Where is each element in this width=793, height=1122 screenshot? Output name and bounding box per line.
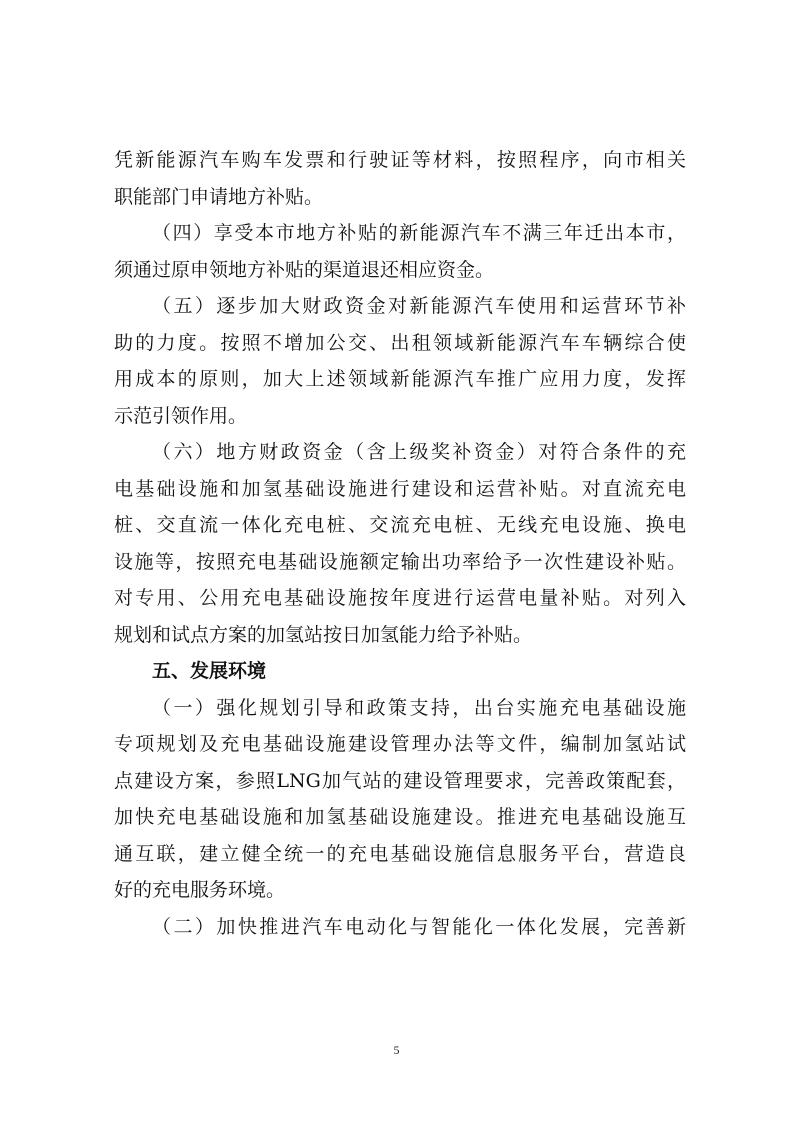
text-line: 设施等，按照充电基础设施额定输出功率给予一次性建设补贴。 <box>114 550 686 573</box>
text-line: 电基础设施和加氢基础设施进行建设和运营补贴。对直流充电 <box>114 477 686 500</box>
text-line: 桩、交直流一体化充电桩、交流充电桩、无线充电设施、换电 <box>114 514 686 536</box>
text-line: 加快充电基础设施和加氢基础设施建设。推进充电基础设施互 <box>114 806 686 828</box>
text-line: 点建设方案，参照LNG加气站的建设管理要求，完善政策配套， <box>114 769 686 792</box>
text-line: 专项规划及充电基础设施建设管理办法等文件，编制加氢站试 <box>114 733 686 755</box>
text-line: 职能部门申请地方补贴。 <box>114 185 324 208</box>
body-text <box>114 142 686 945</box>
text-line: （一）强化规划引导和政策支持，出台实施充电基础设施 <box>152 696 686 719</box>
text-line: （四）享受本市地方补贴的新能源汽车不满三年迁出本市， <box>152 222 686 244</box>
text-line: 好的充电服务环境。 <box>114 879 286 901</box>
text-line: 对专用、公用充电基础设施按年度进行运营电量补贴。对列入 <box>114 587 686 609</box>
text-line: （二）加快推进汽车电动化与智能化一体化发展，完善新 <box>152 915 686 938</box>
section-heading: 五、发展环境 <box>152 660 267 682</box>
text-line: 须通过原申领地方补贴的渠道退还相应资金。 <box>114 258 495 281</box>
text-line: 通互联，建立健全统一的充电基础设施信息服务平台，营造良 <box>114 842 686 865</box>
text-line: 示范引领作用。 <box>114 404 248 427</box>
text-line: 用成本的原则，加大上述领域新能源汽车推广应用力度，发挥 <box>114 368 686 390</box>
text-line: 凭新能源汽车购车发票和行驶证等材料，按照程序，向市相关 <box>114 149 686 171</box>
text-line: 规划和试点方案的加氢站按日加氢能力给予补贴。 <box>114 623 533 646</box>
text-line: （五）逐步加大财政资金对新能源汽车使用和运营环节补 <box>152 295 686 317</box>
page-number: 5 <box>393 1043 400 1057</box>
text-line: （六）地方财政资金（含上级奖补资金）对符合条件的充 <box>152 441 686 463</box>
text-line: 助的力度。按照不增加公交、出租领域新能源汽车车辆综合使 <box>114 331 686 354</box>
